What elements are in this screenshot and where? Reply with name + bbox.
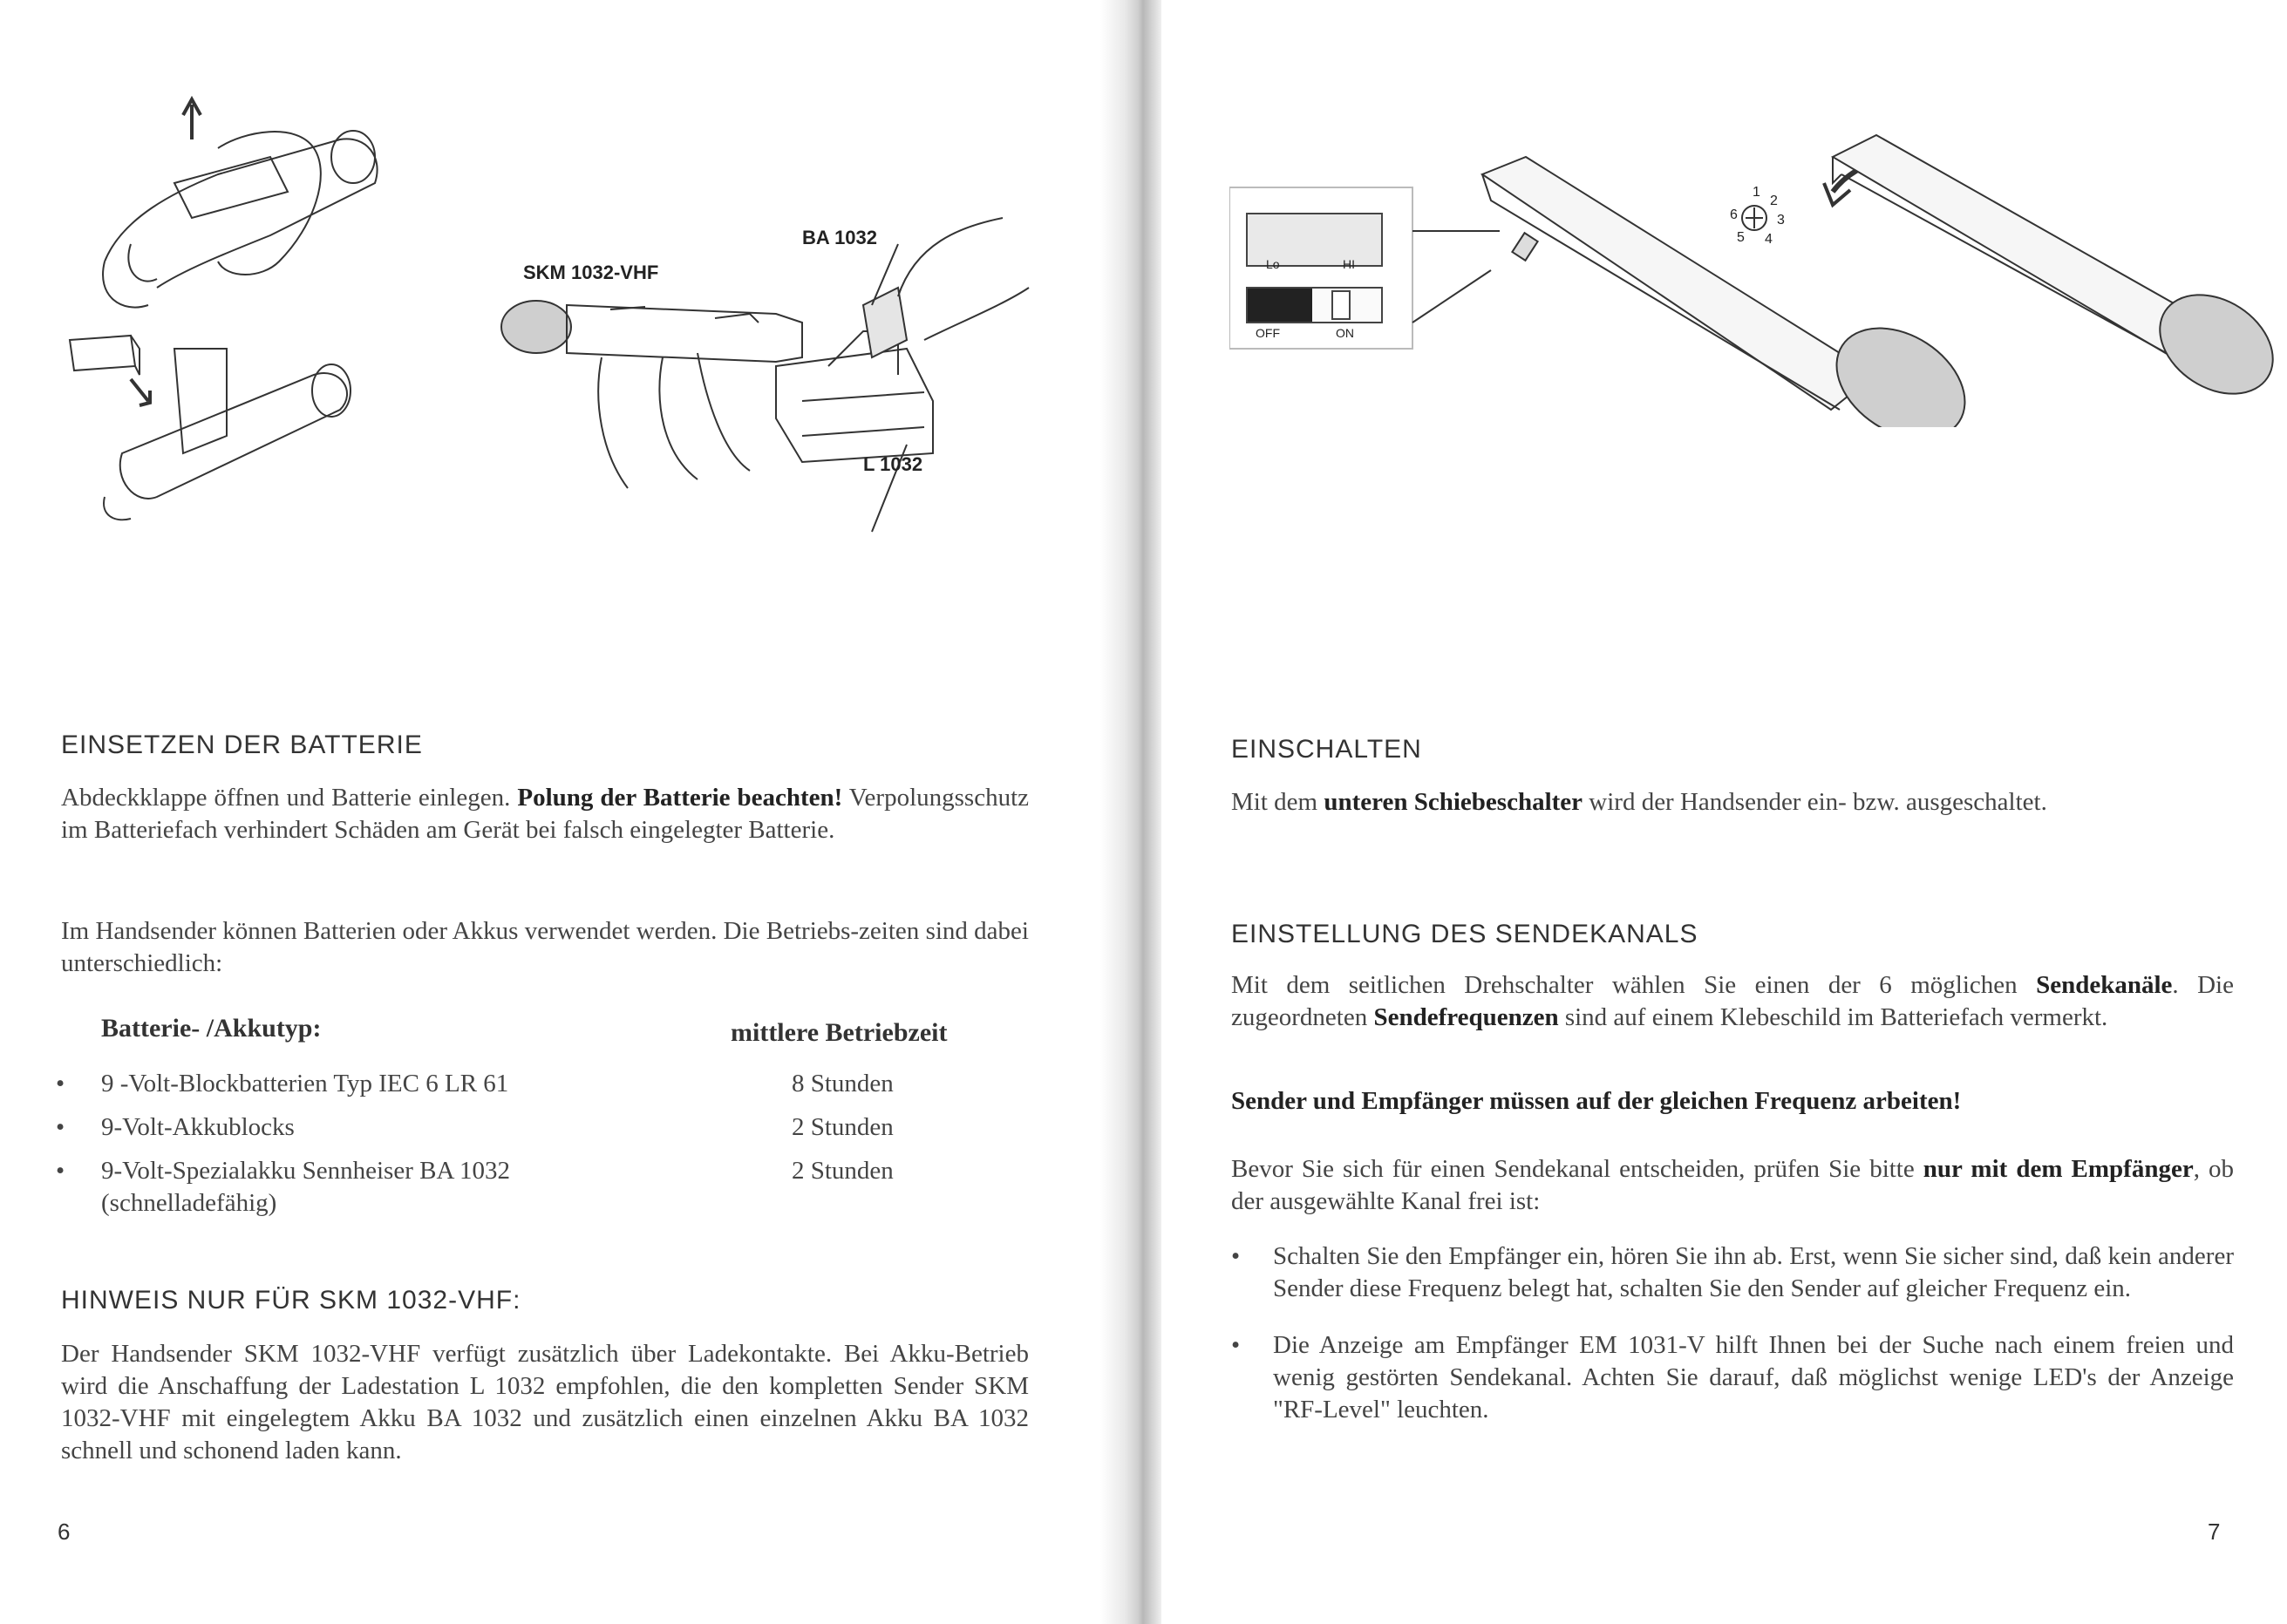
dial-number-4: 4: [1765, 232, 1773, 247]
battery-insertion-illustration: [52, 87, 384, 523]
channel-dial-illustration: [1702, 122, 2277, 410]
text-span: Verpolungsschutz im Batteriefach verhindert Schäden am Gerät bei falsch eingelegter Batterie.: [61, 784, 1029, 844]
text-span: sind auf einem Klebeschild im Batteriefach vermerkt.: [1558, 1003, 2108, 1031]
book-spine: [1100, 0, 1161, 1624]
text-span: Mit dem: [1231, 788, 1324, 816]
charging-station-illustration: [488, 192, 1046, 540]
paragraph-channel-select: [1231, 969, 2234, 1034]
bullet: •: [1231, 1242, 1241, 1270]
text-span: Bevor Sie sich für einen Sendekanal entscheiden, prüfen Sie bitte: [1231, 1155, 1923, 1183]
battery-type: 9 -Volt-Blockbatterien Typ IEC 6 LR 61: [101, 1070, 509, 1097]
paragraph-battery-polarity: [61, 782, 1029, 846]
heading-sendekanal: EINSTELLUNG DES SENDEKANALS: [1231, 920, 1698, 948]
dial-number-1: 1: [1753, 185, 1760, 200]
switch-hi-label: HI: [1343, 257, 1355, 271]
bold-frequencies: Sendefrequenzen: [1373, 1003, 1559, 1031]
bold-frequency-warning: Sender und Empfänger müssen auf der gleichen Frequenz arbeiten!: [1231, 1087, 1962, 1115]
runtime: 2 Stunden: [792, 1157, 894, 1185]
runtime: 2 Stunden: [792, 1113, 894, 1141]
list-item: [1231, 1240, 2234, 1305]
runtime: 8 Stunden: [792, 1070, 894, 1097]
text-span: Mit dem seitlichen Drehschalter wählen Sie einen der 6 möglichen: [1231, 971, 2037, 999]
table-row: [56, 1155, 971, 1225]
dial-number-6: 6: [1730, 207, 1738, 222]
battery-type-line2: (schnelladefähig): [101, 1189, 277, 1217]
label-l: L 1032: [863, 453, 923, 475]
heading-einschalten: EINSCHALTEN: [1231, 735, 1422, 764]
paragraph-charging-note: Der Handsender SKM 1032-VHF verfügt zusätzlich über Ladekontakte. Bei Akku-Betrieb wird die Anschaffung der Ladestation L 1032 empfohlen, die den kompletten Sender SKM 1032-VHF mit eingelegtem Akku BA 1032 und zusätzlich einen einzelnen Akku BA 1032 schnell und schonend laden kann.: [61, 1340, 1029, 1464]
bullet: •: [56, 1070, 65, 1097]
heading-hinweis: HINWEIS NUR FÜR SKM 1032-VHF:: [61, 1286, 521, 1315]
dial-number-3: 3: [1777, 213, 1785, 228]
bold-channels: Sendekanäle: [2036, 971, 2173, 999]
text-span: Abdeckklappe öffnen und Batterie einlegen.: [61, 784, 518, 812]
bullet: •: [56, 1113, 65, 1141]
table-header-type: Batterie- /Akkutyp:: [101, 1014, 322, 1043]
paragraph-battery-types-intro: Im Handsender können Batterien oder Akkus verwendet werden. Die Betriebs-zeiten sind dabei unterschiedlich:: [61, 917, 1029, 977]
page-number-right: 7: [2208, 1519, 2221, 1545]
heading-einsetzen: EINSETZEN DER BATTERIE: [61, 730, 423, 759]
label-ba: BA 1032: [802, 227, 878, 248]
text-span: , ob der ausgewählte Kanal frei ist:: [1231, 1155, 2234, 1215]
bold-switch-name: unteren Schiebeschalter: [1324, 788, 1583, 816]
switch-lo-label: Lo: [1266, 257, 1280, 271]
receiver-check-list: [1231, 1240, 2234, 1426]
battery-type: [101, 1155, 711, 1220]
text-span: wird der Handsender ein- bzw. ausgeschaltet.: [1583, 788, 2047, 816]
paragraph-check-receiver: [1231, 1153, 2234, 1218]
table-header-runtime: mittlere Betriebzeit: [731, 1018, 948, 1047]
list-item-text: Schalten Sie den Empfänger ein, hören Sie ihn ab. Erst, wenn Sie sicher sind, daß kein anderer Sender diese Frequenz belegt hat, schalten Sie den Sender auf gleicher Frequenz ein.: [1273, 1242, 2234, 1302]
list-item: [1231, 1329, 2234, 1426]
battery-type: 9-Volt-Akkublocks: [101, 1113, 295, 1141]
text-span: . Die zugeordneten: [1231, 971, 2234, 1031]
paragraph-on-off: [1231, 786, 2234, 819]
left-page: [0, 0, 1100, 1624]
dial-number-5: 5: [1737, 230, 1745, 245]
battery-type-line1: 9-Volt-Spezialakku Sennheiser BA 1032: [101, 1157, 511, 1185]
dial-number-2: 2: [1770, 194, 1778, 208]
switch-off-label: OFF: [1256, 326, 1280, 340]
page-number-left: 6: [58, 1519, 71, 1545]
bold-receiver: nur mit dem Empfänger: [1923, 1155, 2194, 1183]
paragraph-same-frequency: [1231, 1085, 2234, 1118]
bold-warning: Polung der Batterie beachten!: [517, 784, 843, 812]
bullet: •: [56, 1157, 65, 1185]
switch-on-label: ON: [1336, 326, 1354, 340]
label-skm: SKM 1032-VHF: [523, 262, 659, 283]
right-page: [1161, 0, 2287, 1624]
list-item-text: Die Anzeige am Empfänger EM 1031-V hilft Ihnen bei der Suche nach einem freien und wenig gestörten Sendekanal. Achten Sie darauf, daß möglichst wenige LED's der Anzeige "RF-Level" leuchten.: [1273, 1331, 2234, 1424]
bullet: •: [1231, 1331, 1241, 1359]
